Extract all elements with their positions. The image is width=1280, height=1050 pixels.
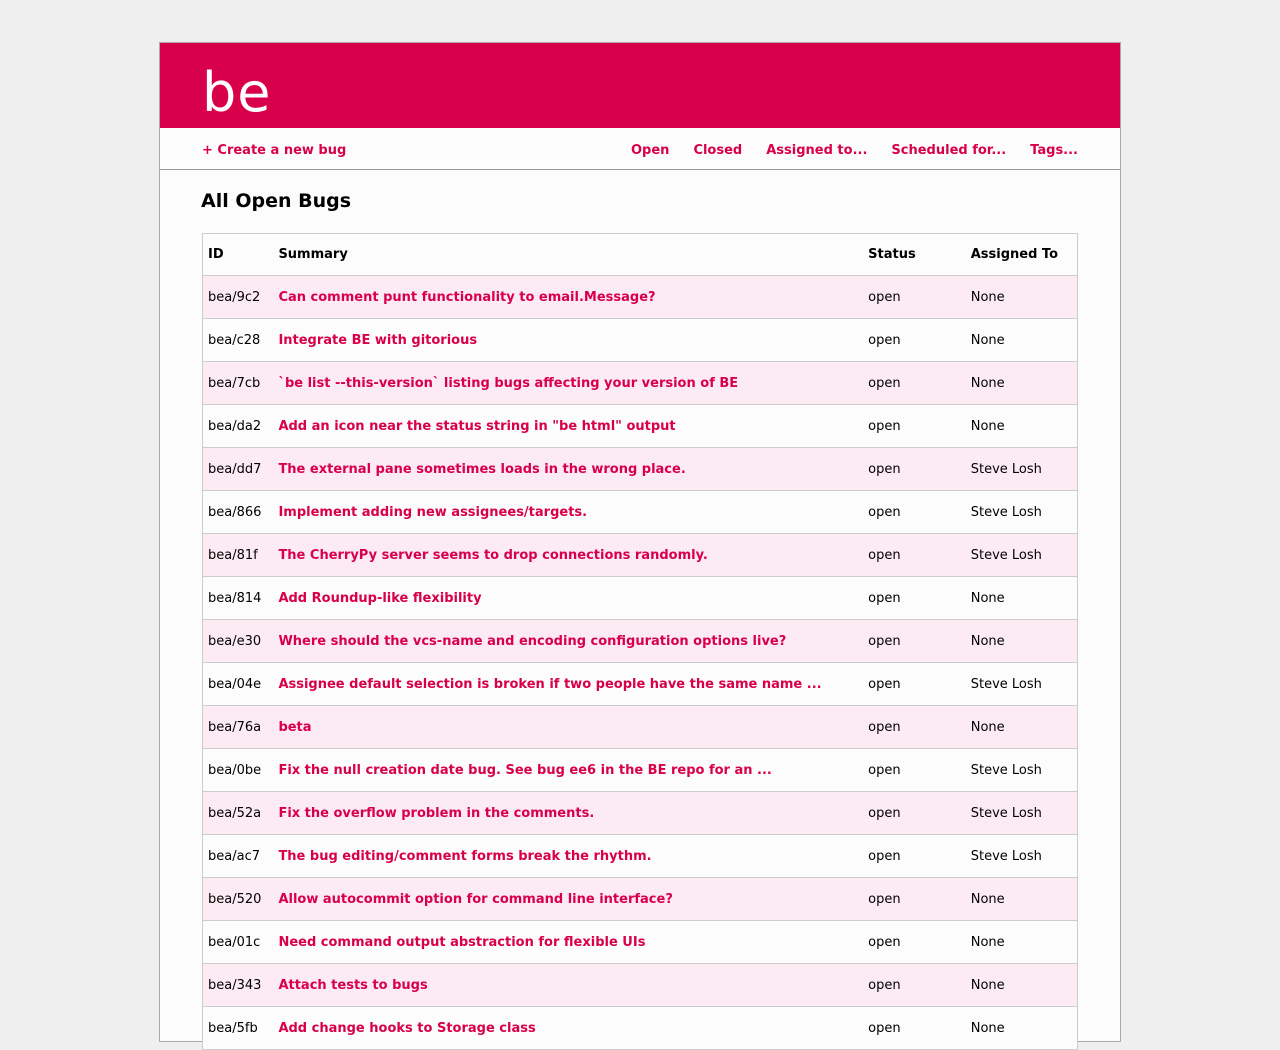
- bug-assignee: None: [966, 276, 1078, 319]
- bug-id: bea/da2: [203, 405, 274, 448]
- table-row: [203, 362, 1078, 405]
- bug-status: open: [863, 792, 966, 835]
- bug-id: bea/0be: [203, 749, 274, 792]
- bug-assignee: Steve Losh: [966, 663, 1078, 706]
- bug-assignee: None: [966, 878, 1078, 921]
- table-row: [203, 663, 1078, 706]
- bug-id: bea/7cb: [203, 362, 274, 405]
- create-bug-link[interactable]: + Create a new bug: [202, 143, 347, 158]
- bug-summary-cell: [273, 964, 863, 1007]
- bug-summary-link[interactable]: Add change hooks to Storage class: [278, 1020, 536, 1036]
- bug-id: bea/9c2: [203, 276, 274, 319]
- nav-bar: [160, 128, 1120, 170]
- nav-link-tags[interactable]: Tags...: [1030, 143, 1078, 158]
- bug-summary-cell: [273, 491, 863, 534]
- bug-summary-cell: [273, 276, 863, 319]
- bug-status: open: [863, 1007, 966, 1050]
- bug-summary-cell: [273, 663, 863, 706]
- bug-assignee: Steve Losh: [966, 749, 1078, 792]
- bug-summary-cell: [273, 620, 863, 663]
- table-row: [203, 835, 1078, 878]
- bug-summary-cell: [273, 577, 863, 620]
- bug-status: open: [863, 706, 966, 749]
- bug-summary-link[interactable]: Implement adding new assignees/targets.: [278, 504, 588, 520]
- bug-summary-cell: [273, 319, 863, 362]
- bug-status: open: [863, 663, 966, 706]
- bug-assignee: None: [966, 921, 1078, 964]
- bug-assignee: None: [966, 1007, 1078, 1050]
- bug-summary-link[interactable]: Allow autocommit option for command line interface?: [278, 891, 673, 907]
- bug-summary-link[interactable]: The bug editing/comment forms break the rhythm.: [278, 848, 652, 864]
- bug-status: open: [863, 534, 966, 577]
- bug-status: open: [863, 878, 966, 921]
- bug-id: bea/76a: [203, 706, 274, 749]
- bug-summary-link[interactable]: Fix the null creation date bug. See bug ee6 in the BE repo for an ...: [278, 762, 772, 778]
- app-logo[interactable]: be: [202, 61, 272, 124]
- bug-id: bea/52a: [203, 792, 274, 835]
- bug-summary-link[interactable]: Attach tests to bugs: [278, 977, 428, 993]
- nav-filter-links: [607, 128, 1078, 170]
- bug-id: bea/343: [203, 964, 274, 1007]
- bug-status: open: [863, 405, 966, 448]
- bug-status: open: [863, 620, 966, 663]
- nav-link-scheduled-for[interactable]: Scheduled for...: [891, 143, 1007, 158]
- bug-id: bea/866: [203, 491, 274, 534]
- bug-id: bea/c28: [203, 319, 274, 362]
- bug-summary-link[interactable]: Integrate BE with gitorious: [278, 332, 478, 348]
- bug-status: open: [863, 362, 966, 405]
- bug-assignee: Steve Losh: [966, 491, 1078, 534]
- bug-summary-cell: [273, 405, 863, 448]
- bug-assignee: None: [966, 706, 1078, 749]
- bug-summary-link[interactable]: beta: [278, 719, 312, 735]
- table-row: [203, 706, 1078, 749]
- bug-id: bea/dd7: [203, 448, 274, 491]
- table-row: [203, 749, 1078, 792]
- table-row: [203, 878, 1078, 921]
- bug-id: bea/5fb: [203, 1007, 274, 1050]
- bug-status: open: [863, 835, 966, 878]
- bug-summary-link[interactable]: Can comment punt functionality to email.Message?: [278, 289, 656, 305]
- bug-summary-cell: [273, 792, 863, 835]
- bug-summary-link[interactable]: Where should the vcs-name and encoding configuration options live?: [278, 633, 787, 649]
- bug-assignee: Steve Losh: [966, 448, 1078, 491]
- bug-summary-link[interactable]: Add an icon near the status string in "be html" output: [278, 418, 676, 434]
- table-header-row: [203, 234, 1078, 276]
- bug-id: bea/04e: [203, 663, 274, 706]
- bug-summary-cell: [273, 362, 863, 405]
- bug-assignee: Steve Losh: [966, 534, 1078, 577]
- bug-assignee: None: [966, 319, 1078, 362]
- header-banner: [160, 43, 1120, 128]
- bug-id: bea/81f: [203, 534, 274, 577]
- table-row: [203, 1007, 1078, 1050]
- bug-summary-link[interactable]: The CherryPy server seems to drop connections randomly.: [278, 547, 708, 563]
- bug-id: bea/01c: [203, 921, 274, 964]
- bug-summary-cell: [273, 534, 863, 577]
- bug-summary-cell: [273, 1007, 863, 1050]
- bug-summary-cell: [273, 878, 863, 921]
- bug-id: bea/ac7: [203, 835, 274, 878]
- table-row: [203, 577, 1078, 620]
- table-row: [203, 921, 1078, 964]
- bug-id: bea/814: [203, 577, 274, 620]
- bug-summary-link[interactable]: `be list --this-version` listing bugs affecting your version of BE: [278, 375, 739, 391]
- bug-assignee: None: [966, 964, 1078, 1007]
- nav-link-open[interactable]: Open: [631, 143, 670, 158]
- bug-summary-cell: [273, 921, 863, 964]
- bug-summary-cell: [273, 448, 863, 491]
- column-header-assigned-to[interactable]: Assigned To: [966, 234, 1078, 276]
- bug-status: open: [863, 319, 966, 362]
- table-row: [203, 405, 1078, 448]
- bug-summary-link[interactable]: Add Roundup-like flexibility: [278, 590, 482, 606]
- bugs-table: [202, 233, 1078, 1050]
- column-header-id[interactable]: ID: [203, 234, 274, 276]
- column-header-summary[interactable]: Summary: [273, 234, 863, 276]
- table-row: [203, 792, 1078, 835]
- table-row: [203, 448, 1078, 491]
- bug-assignee: None: [966, 405, 1078, 448]
- table-row: [203, 319, 1078, 362]
- column-header-status[interactable]: Status: [863, 234, 966, 276]
- bug-assignee: None: [966, 577, 1078, 620]
- bug-status: open: [863, 491, 966, 534]
- bug-assignee: Steve Losh: [966, 835, 1078, 878]
- bug-status: open: [863, 448, 966, 491]
- table-row: [203, 620, 1078, 663]
- bug-summary-cell: [273, 706, 863, 749]
- bug-assignee: None: [966, 620, 1078, 663]
- bug-assignee: Steve Losh: [966, 792, 1078, 835]
- bug-summary-link[interactable]: Assignee default selection is broken if two people have the same name ...: [278, 676, 822, 692]
- nav-link-assigned-to[interactable]: Assigned to...: [766, 143, 868, 158]
- nav-link-closed[interactable]: Closed: [693, 143, 743, 158]
- bug-rows: [203, 276, 1078, 1050]
- bug-summary-cell: [273, 835, 863, 878]
- bug-status: open: [863, 921, 966, 964]
- bug-summary-link[interactable]: Need command output abstraction for flexible UIs: [278, 934, 646, 950]
- bug-status: open: [863, 276, 966, 319]
- bug-id: bea/520: [203, 878, 274, 921]
- bug-status: open: [863, 577, 966, 620]
- bug-id: bea/e30: [203, 620, 274, 663]
- table-row: [203, 534, 1078, 577]
- table-row: [203, 491, 1078, 534]
- table-row: [203, 276, 1078, 319]
- bug-summary-link[interactable]: Fix the overflow problem in the comments.: [278, 805, 595, 821]
- table-row: [203, 964, 1078, 1007]
- bug-assignee: None: [966, 362, 1078, 405]
- page-title: All Open Bugs: [201, 190, 352, 212]
- bug-status: open: [863, 749, 966, 792]
- bug-summary-link[interactable]: The external pane sometimes loads in the wrong place.: [278, 461, 686, 477]
- bug-summary-cell: [273, 749, 863, 792]
- bug-status: open: [863, 964, 966, 1007]
